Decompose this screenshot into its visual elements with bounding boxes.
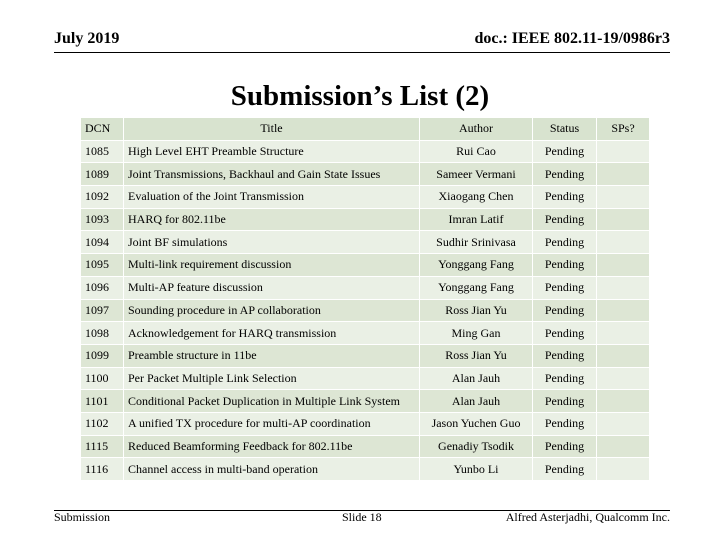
cell-title: Multi-AP feature discussion xyxy=(124,276,420,299)
cell-sps xyxy=(597,390,650,413)
cell-status: Pending xyxy=(533,276,597,299)
header-date: July 2019 xyxy=(54,30,120,47)
cell-sps xyxy=(597,299,650,322)
cell-status: Pending xyxy=(533,367,597,390)
cell-title: Conditional Packet Duplication in Multiple Link System xyxy=(124,390,420,413)
cell-dcn: 1115 xyxy=(81,435,124,458)
cell-status: Pending xyxy=(533,186,597,209)
cell-sps xyxy=(597,367,650,390)
cell-title: Sounding procedure in AP collaboration xyxy=(124,299,420,322)
cell-status: Pending xyxy=(533,231,597,254)
header-doc-id: doc.: IEEE 802.11-19/0986r3 xyxy=(474,30,670,47)
cell-title: Multi-link requirement discussion xyxy=(124,254,420,277)
submission-table xyxy=(80,117,650,481)
cell-dcn: 1095 xyxy=(81,254,124,277)
cell-dcn: 1085 xyxy=(81,140,124,163)
table-row xyxy=(81,344,650,367)
cell-dcn: 1092 xyxy=(81,186,124,209)
cell-dcn: 1094 xyxy=(81,231,124,254)
header-divider xyxy=(54,52,670,53)
cell-title: High Level EHT Preamble Structure xyxy=(124,140,420,163)
cell-author: Imran Latif xyxy=(420,208,533,231)
cell-sps xyxy=(597,412,650,435)
cell-title: HARQ for 802.11be xyxy=(124,208,420,231)
cell-author: Xiaogang Chen xyxy=(420,186,533,209)
cell-title: Preamble structure in 11be xyxy=(124,344,420,367)
table-row xyxy=(81,276,650,299)
col-header-title: Title xyxy=(124,118,420,141)
cell-sps xyxy=(597,254,650,277)
footer-slide-number: Slide 18 xyxy=(342,510,382,524)
cell-status: Pending xyxy=(533,390,597,413)
table-row xyxy=(81,322,650,345)
cell-title: Channel access in multi-band operation xyxy=(124,458,420,481)
cell-status: Pending xyxy=(533,163,597,186)
cell-sps xyxy=(597,435,650,458)
cell-sps xyxy=(597,186,650,209)
cell-author: Genadiy Tsodik xyxy=(420,435,533,458)
table-row xyxy=(81,367,650,390)
cell-status: Pending xyxy=(533,412,597,435)
cell-dcn: 1097 xyxy=(81,299,124,322)
cell-author: Alan Jauh xyxy=(420,390,533,413)
cell-sps xyxy=(597,322,650,345)
table-row xyxy=(81,186,650,209)
cell-dcn: 1101 xyxy=(81,390,124,413)
table-row xyxy=(81,435,650,458)
cell-title: Acknowledgement for HARQ transmission xyxy=(124,322,420,345)
cell-status: Pending xyxy=(533,208,597,231)
cell-author: Sameer Vermani xyxy=(420,163,533,186)
cell-author: Ross Jian Yu xyxy=(420,344,533,367)
footer-submission: Submission xyxy=(54,510,111,524)
table-row xyxy=(81,163,650,186)
cell-dcn: 1116 xyxy=(81,458,124,481)
table-row xyxy=(81,254,650,277)
col-header-author: Author xyxy=(420,118,533,141)
cell-sps xyxy=(597,344,650,367)
cell-status: Pending xyxy=(533,140,597,163)
table-row xyxy=(81,140,650,163)
cell-dcn: 1098 xyxy=(81,322,124,345)
cell-author: Yunbo Li xyxy=(420,458,533,481)
table-row xyxy=(81,208,650,231)
cell-dcn: 1099 xyxy=(81,344,124,367)
cell-status: Pending xyxy=(533,344,597,367)
cell-sps xyxy=(597,458,650,481)
cell-sps xyxy=(597,208,650,231)
cell-status: Pending xyxy=(533,322,597,345)
table-row xyxy=(81,412,650,435)
cell-author: Ross Jian Yu xyxy=(420,299,533,322)
cell-status: Pending xyxy=(533,299,597,322)
cell-status: Pending xyxy=(533,458,597,481)
cell-author: Yonggang Fang xyxy=(420,276,533,299)
col-header-sps: SPs? xyxy=(597,118,650,141)
cell-sps xyxy=(597,231,650,254)
col-header-dcn: DCN xyxy=(81,118,124,141)
footer-author: Alfred Asterjadhi, Qualcomm Inc. xyxy=(505,510,670,524)
cell-dcn: 1089 xyxy=(81,163,124,186)
cell-author: Alan Jauh xyxy=(420,367,533,390)
table-row xyxy=(81,231,650,254)
cell-status: Pending xyxy=(533,254,597,277)
cell-author: Jason Yuchen Guo xyxy=(420,412,533,435)
cell-title: Joint BF simulations xyxy=(124,231,420,254)
cell-dcn: 1093 xyxy=(81,208,124,231)
slide-title: Submission’s List (2) xyxy=(230,80,490,112)
cell-author: Rui Cao xyxy=(420,140,533,163)
cell-sps xyxy=(597,276,650,299)
cell-dcn: 1102 xyxy=(81,412,124,435)
cell-sps xyxy=(597,140,650,163)
cell-dcn: 1100 xyxy=(81,367,124,390)
cell-title: Reduced Beamforming Feedback for 802.11be xyxy=(124,435,420,458)
col-header-status: Status xyxy=(533,118,597,141)
cell-author: Sudhir Srinivasa xyxy=(420,231,533,254)
cell-author: Ming Gan xyxy=(420,322,533,345)
table-row xyxy=(81,390,650,413)
cell-sps xyxy=(597,163,650,186)
cell-title: A unified TX procedure for multi-AP coordination xyxy=(124,412,420,435)
cell-dcn: 1096 xyxy=(81,276,124,299)
cell-author: Yonggang Fang xyxy=(420,254,533,277)
cell-status: Pending xyxy=(533,435,597,458)
cell-title: Evaluation of the Joint Transmission xyxy=(124,186,420,209)
table-header-row xyxy=(81,118,650,141)
table-row xyxy=(81,458,650,481)
cell-title: Per Packet Multiple Link Selection xyxy=(124,367,420,390)
cell-title: Joint Transmissions, Backhaul and Gain State Issues xyxy=(124,163,420,186)
table-row xyxy=(81,299,650,322)
